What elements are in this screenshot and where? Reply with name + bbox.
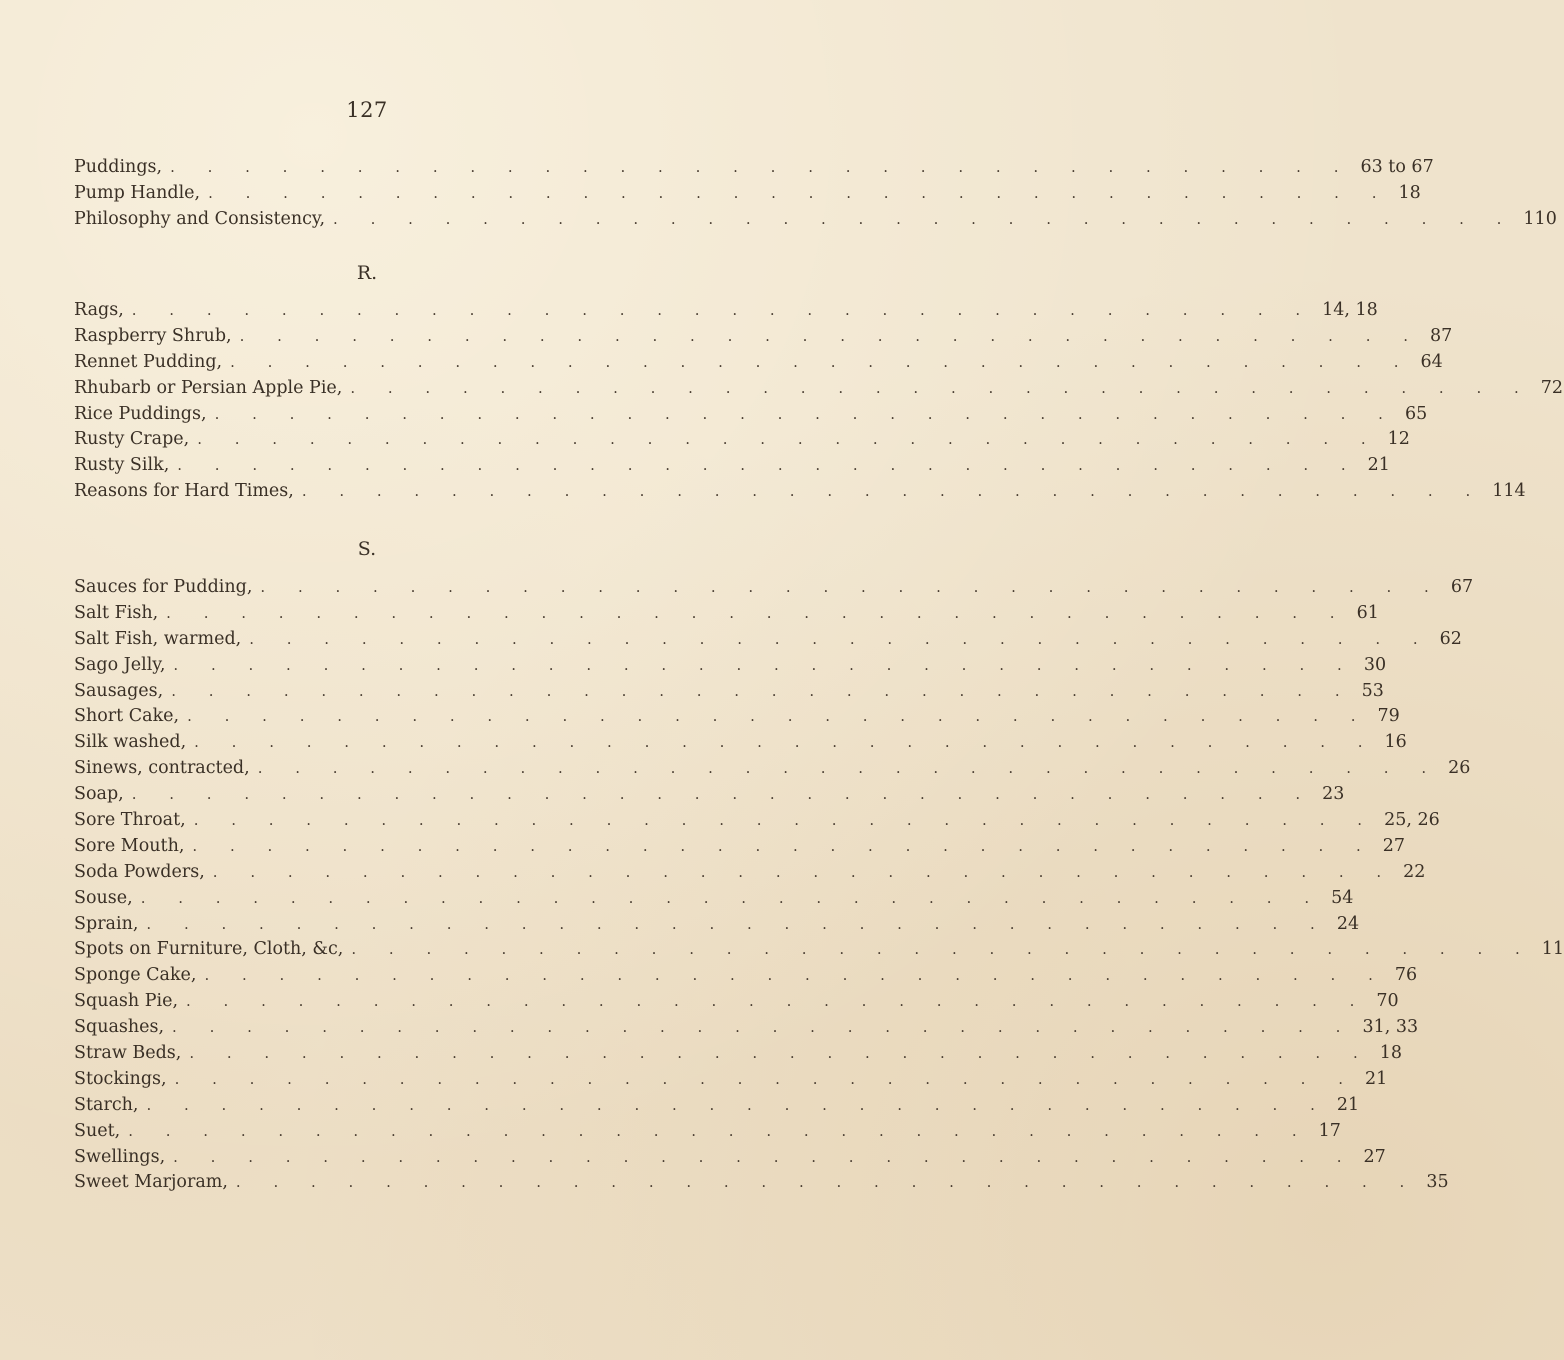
index-entry (74, 1068, 1388, 1095)
index-term: Swellings, (74, 1146, 166, 1167)
index-entry (74, 810, 1440, 836)
index-term: Sore Throat, (74, 810, 186, 831)
dot-leader: . . . . . . . . . . . . . . . . . . . . . . . . . . . . . . . . (239, 326, 1422, 345)
dot-leader: . . . . . . . . . . . . . . . . . . . . . . . . . . . . . . . . (186, 992, 1369, 1011)
index-term: Starch, (74, 1094, 139, 1115)
dot-leader: . . . . . . . . . . . . . . . . . . . . . . . . . . . . . . . . (214, 404, 1397, 423)
index-term: Soap, (74, 784, 124, 805)
dot-leader: . . . . . . . . . . . . . . . . . . . . . . . . . . . . . . . . (260, 578, 1443, 596)
index-page-ref: 54 (1331, 887, 1354, 908)
index-entry (74, 654, 1387, 681)
index-term: Sinews, contracted, (74, 758, 250, 779)
index-entry (74, 784, 1345, 810)
dot-leader: . . . . . . . . . . . . . . . . . . . . . . . . . . . . . . . . (146, 914, 1329, 933)
index-page-ref: 27 (1382, 835, 1406, 856)
index-entry (74, 628, 1462, 655)
index-entry (74, 991, 1399, 1017)
index-page-ref: 35 (1426, 1172, 1449, 1193)
index-entry (74, 1094, 1360, 1121)
page-number: 127 (346, 98, 388, 122)
index-term: Salt Fish, warmed, (74, 628, 242, 649)
index-page-ref: 21 (1367, 455, 1390, 476)
index-page-ref: 67 (1450, 577, 1474, 597)
index-entry (74, 300, 1378, 326)
dot-leader: . . . . . . . . . . . . . . . . . . . . . . . . . . . . . . . . (212, 862, 1396, 881)
index-entry (74, 157, 1434, 183)
dot-leader: . . . . . . . . . . . . . . . . . . . . . . . . . . . . . . . . (189, 1044, 1372, 1063)
dot-leader: . . . . . . . . . . . . . . . . . . . . . . . . . . . . . . . . (170, 158, 1353, 176)
index-term: Reasons for Hard Times, (74, 481, 294, 502)
index-page-ref: 65 (1404, 403, 1428, 424)
dot-leader: . . . . . . . . . . . . . . . . . . . . . . . . . . . . . . . . (146, 1095, 1329, 1114)
index-entry (74, 887, 1354, 914)
index-page-ref: 26 (1448, 758, 1471, 779)
index-entry (74, 861, 1426, 888)
dot-leader: . . . . . . . . . . . . . . . . . . . . . . . . . . . . . . . . (187, 707, 1370, 726)
index-entry (74, 706, 1400, 732)
dot-leader: . . . . . . . . . . . . . . . . . . . . . . . . . . . . . . . . (249, 629, 1432, 648)
dot-leader: . . . . . . . . . . . . . . . . . . . . . . . . . . . . . . . . (235, 1173, 1419, 1192)
index-term: Short Cake, (74, 706, 180, 727)
dot-leader: . . . . . . . . . . . . . . . . . . . . . . . . . . . . . . . . (204, 966, 1387, 985)
index-term: Rhubarb or Persian Apple Pie, (74, 377, 343, 398)
index-page-ref: 79 (1377, 706, 1400, 727)
index-entry (74, 481, 1526, 507)
index-entry (74, 939, 1564, 965)
index-term: Sore Mouth, (74, 835, 185, 856)
dot-leader: . . . . . . . . . . . . . . . . . . . . . . . . . . . . . . . . (128, 1121, 1311, 1140)
index-page-ref: 18 (1398, 182, 1421, 203)
index-page-ref: 72 (1540, 377, 1564, 398)
section-letter-s: S. (357, 538, 377, 560)
index-entry (74, 965, 1418, 991)
index-page-ref: 62 (1439, 628, 1462, 649)
dot-leader: . . . . . . . . . . . . . . . . . . . . . . . . . . . . . . . . (173, 655, 1356, 674)
index-page-ref: 17 (1318, 1120, 1341, 1141)
index-entry (74, 1017, 1419, 1043)
index-entry (74, 377, 1564, 404)
index-term: Sweet Marjoram, (74, 1172, 228, 1193)
index-page-ref: 61 (1356, 602, 1379, 623)
dot-leader: . . . . . . . . . . . . . . . . . . . . . . . . . . . . . . . . (173, 1147, 1356, 1166)
index-page-ref: 31, 33 (1362, 1017, 1419, 1038)
dot-leader: . . . . . . . . . . . . . . . . . . . . . . . . . . . . . . . . (351, 940, 1534, 959)
dot-leader: . . . . . . . . . . . . . . . . . . . . . . . . . . . . . . . . (131, 301, 1315, 319)
index-page-ref: 53 (1361, 680, 1384, 701)
index-page-ref: 70 (1376, 991, 1399, 1012)
index-entry (74, 732, 1407, 758)
index-page-ref: 110 (1523, 208, 1557, 229)
section-letter-r: R. (356, 262, 378, 284)
index-term: Straw Beds, (74, 1043, 182, 1064)
dot-leader: . . . . . . . . . . . . . . . . . . . . . . . . . . . . . . . . (194, 733, 1377, 752)
index-entry (74, 913, 1360, 940)
index-page-ref: 23 (1322, 784, 1345, 805)
dot-leader: . . . . . . . . . . . . . . . . . . . . . . . . . . . . . . . . (192, 836, 1375, 855)
dot-leader: . . . . . . . . . . . . . . . . . . . . . . . . . . . . . . . . (208, 183, 1391, 202)
index-page-ref: 24 (1336, 913, 1360, 934)
index-term: Philosophy and Consistency, (74, 208, 326, 229)
index-term: Soda Powders, (74, 861, 205, 882)
index-entry (74, 1172, 1449, 1198)
index-term: Rusty Silk, (74, 455, 170, 476)
index-page-ref: 11 (1541, 939, 1564, 960)
index-term: Rusty Crape, (74, 429, 190, 450)
index-entry (74, 182, 1421, 209)
index-term: Salt Fish, (74, 602, 159, 623)
index-page-ref: 12 (1387, 429, 1410, 450)
index-term: Rags, (74, 300, 124, 320)
dot-leader: . . . . . . . . . . . . . . . . . . . . . . . . . . . . . . . . (166, 603, 1349, 622)
index-term: Sponge Cake, (74, 965, 197, 986)
section-p-entries (74, 157, 1557, 235)
index-entry (74, 758, 1471, 784)
dot-leader: . . . . . . . . . . . . . . . . . . . . . . . . . . . . . . . . (140, 888, 1324, 907)
index-page-ref: 21 (1364, 1068, 1388, 1089)
index-page-ref: 30 (1363, 654, 1387, 675)
index-page-ref: 22 (1403, 861, 1426, 882)
dot-leader: . . . . . . . . . . . . . . . . . . . . . . . . . . . . . . . . (350, 378, 1533, 397)
index-term: Raspberry Shrub, (74, 325, 232, 346)
dot-leader: . . . . . . . . . . . . . . . . . . . . . . . . . . . . . . . . (174, 1069, 1357, 1088)
index-page-ref: 27 (1363, 1146, 1386, 1167)
index-entry (74, 835, 1406, 862)
index-term: Squashes, (74, 1017, 165, 1038)
index-term: Rennet Pudding, (74, 351, 223, 372)
index-page-ref: 63 to 67 (1360, 157, 1434, 177)
index-page-ref: 18 (1379, 1043, 1402, 1064)
index-term: Puddings, (74, 157, 163, 177)
index-entry (74, 351, 1443, 378)
index-entry (74, 577, 1474, 603)
index-term: Pump Handle, (74, 182, 201, 203)
index-page-ref: 14, 18 (1322, 300, 1378, 320)
section-r-entries (74, 300, 1564, 507)
index-term: Squash Pie, (74, 991, 179, 1012)
dot-leader: . . . . . . . . . . . . . . . . . . . . . . . . . . . . . . . . (172, 1018, 1355, 1037)
index-page-ref: 21 (1336, 1094, 1360, 1115)
index-term: Souse, (74, 887, 133, 908)
index-term: Stockings, (74, 1068, 167, 1089)
dot-leader: . . . . . . . . . . . . . . . . . . . . . . . . . . . . . . . . (131, 785, 1315, 804)
dot-leader: . . . . . . . . . . . . . . . . . . . . . . . . . . . . . . . . (193, 811, 1377, 830)
index-page-ref: 16 (1384, 732, 1407, 753)
index-page-ref: 87 (1430, 325, 1453, 346)
index-term: Sago Jelly, (74, 654, 166, 675)
index-entry (74, 429, 1410, 455)
index-entry (74, 325, 1453, 352)
dot-leader: . . . . . . . . . . . . . . . . . . . . . . . . . . . . . . . . (171, 681, 1354, 700)
index-entry (74, 455, 1390, 481)
index-term: Silk washed, (74, 732, 187, 753)
index-entry (74, 680, 1384, 707)
index-term: Sauces for Pudding, (74, 577, 253, 597)
dot-leader: . . . . . . . . . . . . . . . . . . . . . . . . . . . . . . . . (197, 430, 1380, 449)
index-entry (74, 1120, 1341, 1147)
index-term: Sprain, (74, 913, 139, 934)
dot-leader: . . . . . . . . . . . . . . . . . . . . . . . . . . . . . . . . (333, 209, 1516, 228)
dot-leader: . . . . . . . . . . . . . . . . . . . . . . . . . . . . . . . . (257, 759, 1441, 778)
index-page-ref: 76 (1394, 965, 1418, 986)
index-term: Sausages, (74, 680, 164, 701)
section-s-entries (74, 577, 1564, 1198)
dot-leader: . . . . . . . . . . . . . . . . . . . . . . . . . . . . . . . . (177, 456, 1360, 475)
index-page-ref: 25, 26 (1384, 810, 1440, 831)
index-entry (74, 1043, 1402, 1069)
index-page-ref: 64 (1420, 351, 1443, 372)
index-entry (74, 403, 1428, 430)
index-term: Rice Puddings, (74, 403, 207, 424)
index-page-ref: 114 (1492, 481, 1526, 502)
index-entry (74, 1146, 1386, 1173)
dot-leader: . . . . . . . . . . . . . . . . . . . . . . . . . . . . . . . . (301, 482, 1485, 501)
index-term: Spots on Furniture, Cloth, &c, (74, 939, 344, 960)
index-term: Suet, (74, 1120, 121, 1141)
index-entry (74, 208, 1557, 235)
dot-leader: . . . . . . . . . . . . . . . . . . . . . . . . . . . . . . . . (230, 352, 1413, 371)
index-entry (74, 602, 1379, 629)
